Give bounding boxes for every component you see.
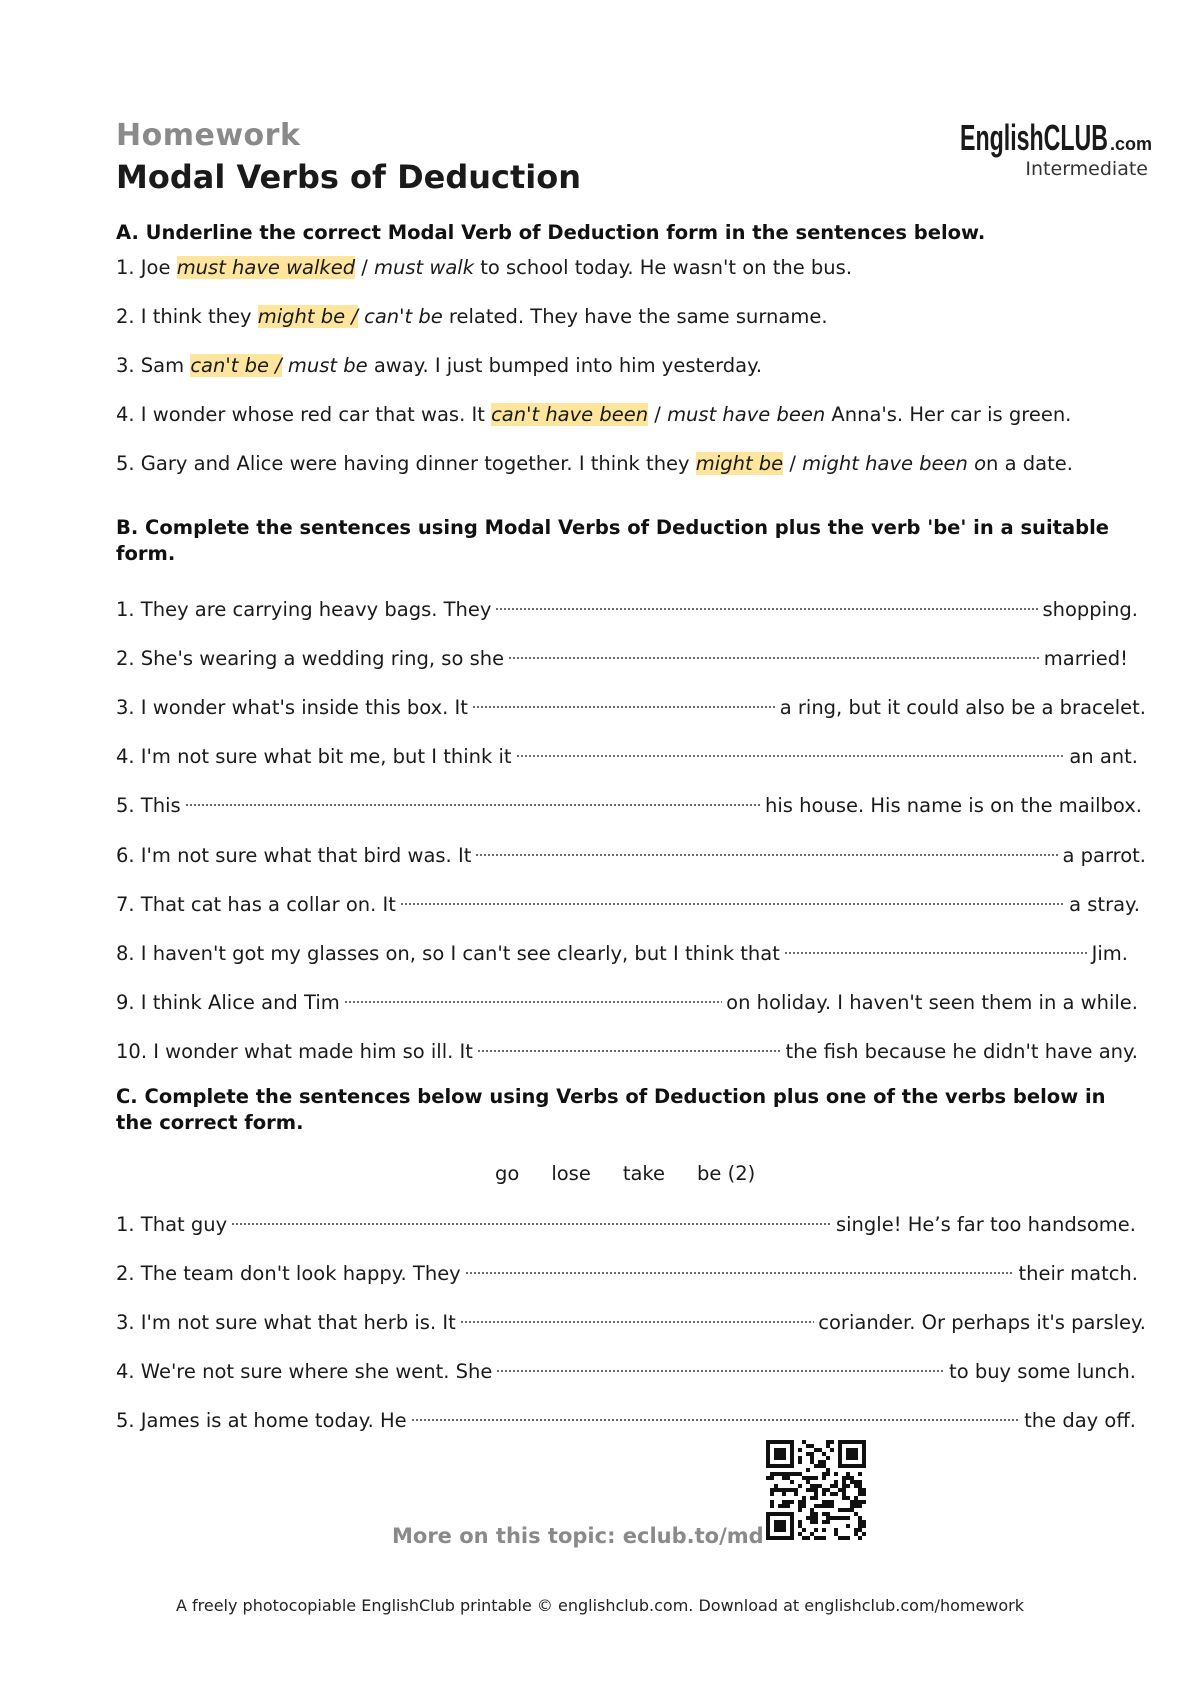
section-b-item-3	[116, 686, 1146, 719]
sentence-end: his house. His name is on the mailbox.	[765, 794, 1142, 817]
section-c-item-1	[116, 1203, 1136, 1236]
option-highlighted[interactable]: can't be /	[190, 354, 282, 377]
sentence-a-1	[116, 254, 852, 282]
answer-blank[interactable]	[465, 1252, 1015, 1280]
worksheet-kicker: Homework	[116, 118, 301, 153]
answer-blank[interactable]	[784, 932, 1088, 960]
option-highlighted[interactable]: must have walked	[176, 256, 356, 279]
answer-blank[interactable]	[185, 784, 761, 812]
section-b-item-6	[116, 834, 1146, 867]
section-c-item-4	[116, 1350, 1136, 1383]
answer-blank[interactable]	[516, 735, 1066, 763]
sentence-end: to buy some lunch.	[949, 1360, 1136, 1383]
logo-main-text: EnglishCLUB	[960, 117, 1108, 158]
sentence-text: to school today. He wasn't on the bus.	[474, 256, 853, 279]
sentence-text: 5. Gary and Alice were having dinner together. I think they	[116, 452, 696, 475]
page-title: Modal Verbs of Deduction	[116, 158, 582, 196]
sentence-a-5	[116, 450, 1073, 478]
section-b-item-4	[116, 735, 1138, 768]
section-a-heading: A. Underline the correct Modal Verb of Deduction form in the sentences below.	[116, 221, 986, 244]
sentence-start: 7. That cat has a collar on. It	[116, 893, 396, 916]
answer-blank[interactable]	[472, 686, 776, 714]
section-c-heading: C. Complete the sentences below using Verbs of Deduction plus one of the verbs below in the correct form.	[116, 1085, 1106, 1134]
sentence-end: their match.	[1018, 1262, 1138, 1285]
sentence-start: 5. This	[116, 794, 181, 817]
qr-code-icon	[766, 1440, 866, 1540]
sentence-text: n a date.	[986, 452, 1073, 475]
section-b-item-8	[116, 932, 1128, 965]
section-b-item-7	[116, 883, 1140, 916]
section-c-item-3	[116, 1301, 1146, 1334]
sentence-start: 4. We're not sure where she went. She	[116, 1360, 493, 1383]
sentence-start: 1. They are carrying heavy bags. They	[116, 598, 492, 621]
sentence-end: shopping.	[1042, 598, 1138, 621]
section-b-heading: B. Complete the sentences using Modal Verbs of Deduction plus the verb 'be' in a suitable form.	[116, 516, 1109, 565]
answer-blank[interactable]	[400, 883, 1065, 911]
section-c-item-2	[116, 1252, 1138, 1285]
sentence-end: the day off.	[1024, 1409, 1136, 1432]
word-bank-item: be (2)	[697, 1162, 756, 1185]
word-bank-item: lose	[551, 1162, 591, 1185]
section-b-item-10	[116, 1030, 1138, 1063]
sentence-a-2	[116, 303, 828, 331]
option-alternative[interactable]: must have been	[667, 403, 826, 426]
sentence-text: 3. Sam	[116, 354, 191, 377]
sentence-end: coriander. Or perhaps it's parsley.	[818, 1311, 1146, 1334]
option-alternative[interactable]: might have been o	[802, 452, 987, 475]
answer-blank[interactable]	[508, 637, 1040, 665]
sentence-text: Anna's. Her car is green.	[825, 403, 1072, 426]
option-highlighted[interactable]: might be	[695, 452, 784, 475]
answer-blank[interactable]	[495, 588, 1038, 616]
sentence-start: 3. I wonder what's inside this box. It	[116, 696, 468, 719]
sentence-start: 9. I think Alice and Tim	[116, 991, 340, 1014]
section-c-item-5	[116, 1399, 1136, 1432]
option-alternative[interactable]: can't be	[364, 305, 443, 328]
sentence-a-4	[116, 401, 1071, 429]
option-separator: /	[355, 256, 375, 279]
section-b-item-9	[116, 981, 1138, 1014]
sentence-start: 1. That guy	[116, 1213, 228, 1236]
sentence-end: a parrot.	[1062, 844, 1146, 867]
word-bank-item: take	[622, 1162, 666, 1185]
option-alternative[interactable]: must be	[287, 354, 368, 377]
sentence-start: 2. The team don't look happy. They	[116, 1262, 461, 1285]
section-b-item-2	[116, 637, 1128, 670]
word-bank-item: go	[495, 1162, 520, 1185]
answer-blank[interactable]	[344, 981, 722, 1009]
logo-suffix-text: .com	[1110, 134, 1152, 154]
sentence-text: 4. I wonder whose red car that was. It	[116, 403, 492, 426]
sentence-a-3	[116, 352, 762, 380]
word-bank	[495, 1160, 787, 1188]
sentence-text: related. They have the same surname.	[442, 305, 828, 328]
sentence-start: 3. I'm not sure what that herb is. It	[116, 1311, 456, 1334]
answer-blank[interactable]	[496, 1350, 945, 1378]
sentence-text: 2. I think they	[116, 305, 258, 328]
sentence-end: a ring, but it could also be a bracelet.	[779, 696, 1146, 719]
option-separator: /	[648, 403, 668, 426]
answer-blank[interactable]	[477, 1030, 782, 1058]
answer-blank[interactable]	[231, 1203, 832, 1231]
sentence-start: 8. I haven't got my glasses on, so I can't see clearly, but I think that	[116, 942, 780, 965]
sentence-end: a stray.	[1069, 893, 1140, 916]
section-b-item-1	[116, 588, 1138, 621]
more-topic-link[interactable]: More on this topic: eclub.to/md	[392, 1524, 764, 1548]
sentence-text: away. I just bumped into him yesterday.	[367, 354, 763, 377]
footer-text: A freely photocopiable EnglishClub printable © englishclub.com. Download at englishclub.com/homework	[175, 1596, 1025, 1615]
sentence-end: Jim.	[1091, 942, 1128, 965]
sentence-start: 2. She's wearing a wedding ring, so she	[116, 647, 505, 670]
answer-blank[interactable]	[460, 1301, 815, 1329]
sentence-end: single! He’s far too handsome.	[835, 1213, 1136, 1236]
option-highlighted[interactable]: can't have been	[491, 403, 649, 426]
sentence-end: on holiday. I haven't seen them in a while.	[726, 991, 1138, 1014]
englishclub-logo	[960, 116, 1152, 160]
option-separator: /	[783, 452, 803, 475]
sentence-start: 4. I'm not sure what bit me, but I think it	[116, 745, 512, 768]
section-b-item-5	[116, 784, 1142, 817]
option-alternative[interactable]: must walk	[374, 256, 475, 279]
answer-blank[interactable]	[475, 834, 1058, 862]
sentence-start: 5. James is at home today. He	[116, 1409, 407, 1432]
option-highlighted[interactable]: might be /	[257, 305, 358, 328]
sentence-end: an ant.	[1069, 745, 1138, 768]
sentence-start: 10. I wonder what made him so ill. It	[116, 1040, 473, 1063]
sentence-start: 6. I'm not sure what that bird was. It	[116, 844, 472, 867]
answer-blank[interactable]	[411, 1399, 1021, 1427]
sentence-text: 1. Joe	[116, 256, 177, 279]
sentence-end: married!	[1043, 647, 1128, 670]
level-label: Intermediate	[1025, 158, 1148, 180]
sentence-end: the fish because he didn't have any.	[785, 1040, 1138, 1063]
